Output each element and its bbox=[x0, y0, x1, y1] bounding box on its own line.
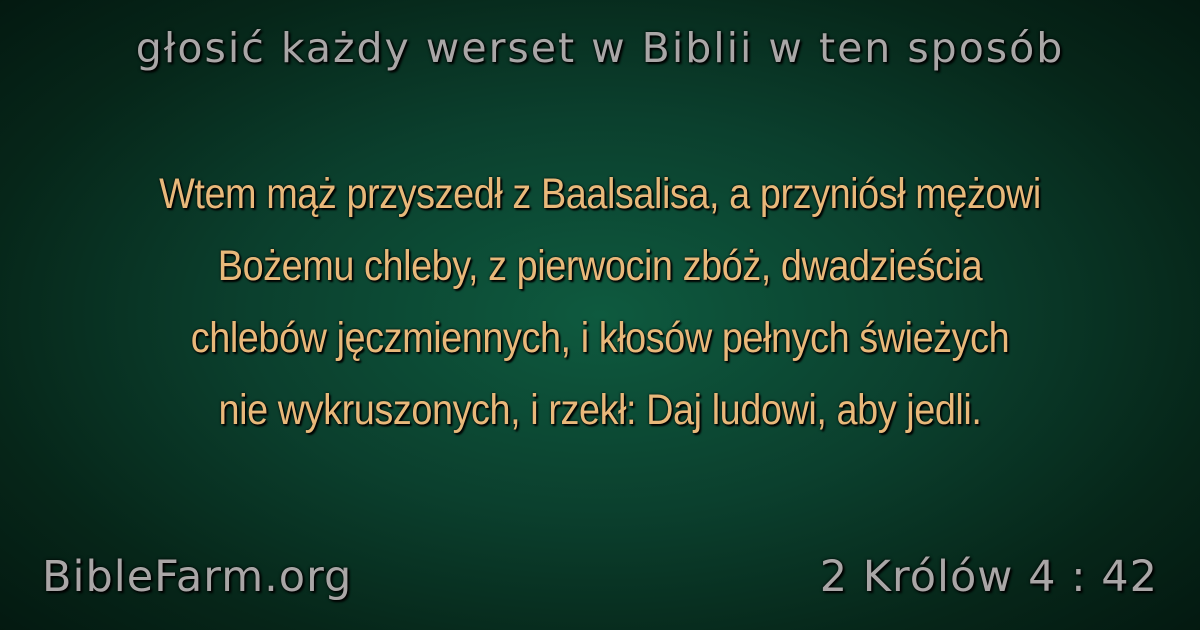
verse-line: nie wykruszonych, i rzekł: Daj ludowi, aby jedli. bbox=[218, 386, 982, 434]
tagline: głosić każdy werset w Biblii w ten sposób bbox=[135, 24, 1065, 72]
verse-line: Bożemu chleby, z pierwocin zbóż, dwadzieścia bbox=[217, 242, 983, 290]
site-name: BibleFarm.org bbox=[42, 552, 353, 602]
verse-line: Wtem mąż przyszedł z Baalsalisa, a przyniósł mężowi bbox=[159, 170, 1041, 218]
verse-text bbox=[98, 158, 1101, 446]
verse-line: chlebów jęczmiennych, i kłosów pełnych świeżych bbox=[190, 314, 1010, 362]
verse-reference: 2 Królów 4 : 42 bbox=[819, 552, 1158, 602]
